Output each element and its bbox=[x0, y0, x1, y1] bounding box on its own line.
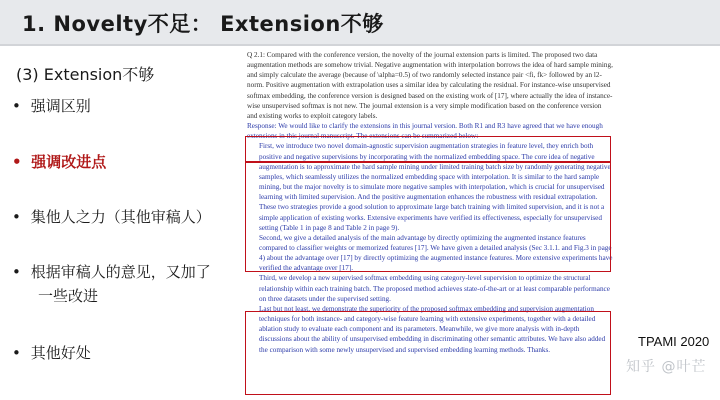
bullet-text: 强调改进点 bbox=[31, 153, 107, 171]
bullet-text: 集他人之力（其他审稿人） bbox=[30, 208, 211, 226]
bullet-dot-icon: • bbox=[12, 263, 21, 281]
bullet-item bbox=[12, 260, 211, 308]
response-paragraph-2: Second, we give a detailed analysis of the main advantage by directly optimizing the augmented instance features compared to classifier weights or memorized features [17]. We have given a detailed analysis (Sec 3.1.1. and Fig.3 in page 4) about the advantage over [17] by directly optimizing the augmented instance features. More extensive experiments have verified the advantage over [17]. bbox=[259, 233, 613, 273]
bullet-dot-icon: • bbox=[12, 344, 21, 362]
bullet-dot-icon: • bbox=[12, 153, 22, 171]
bullet-dot-icon: • bbox=[12, 97, 21, 115]
highlight-box-other-benefits bbox=[245, 311, 611, 395]
citation-label: TPAMI 2020 bbox=[638, 334, 710, 349]
response-paragraph-4: Last but not least, we demonstrate the superiority of the proposed softmax embedding and supervision augmentation techniques for both instance- and category-wise feature learning with extensive experiments, together with a detailed ablation study to evaluate each component and its parameters. Meanwhile, we give more analysis with in-depth discussions about the ability of unsupervised embedding in discriminating other semantic attributes. We have also added the comparison with some newly unsupervised and supervised embedding learning methods. Thanks. bbox=[259, 304, 606, 354]
highlight-box-response bbox=[245, 136, 611, 162]
bullet-text: 根据审稿人的意见，又加了 bbox=[30, 263, 211, 281]
reviewer-question: Q 2.1: Compared with the conference version, the novelty of the journal extension parts is limited. The proposed two data augmentation methods are somehow trivial. Negative augmentation with interpolation borrows the idea of hard sample mining, and simply calculate the average (because of \alpha=0.5) of two randomly selected instance pair <fi, fk> followed by an l2-norm. Positive augmentation with extrapolation uses a similar idea by calculating the residual. For instance-wise unsupervised softmax embedding, the conference version is designed based on the existing work of [17], where actually the idea of instance-wise unsupervised softmax is not new. The journal extension is a very simple modification based on the conference version and existing works to exploit category labels. bbox=[247, 51, 613, 120]
bullet-item bbox=[12, 205, 211, 229]
slide-title: 1. Novelty不足： Extension不够 bbox=[22, 12, 384, 36]
bullet-item-highlighted bbox=[12, 150, 106, 174]
highlight-box-improvements bbox=[245, 162, 611, 272]
section-subheading: (3) Extension不够 bbox=[16, 65, 155, 84]
response-intro: Response: We would like to clarify the extensions in this journal version. Both R1 and R3 have agreed that we have enough extensions in this journal manuscript. The extensions can be summarized below: bbox=[247, 122, 603, 141]
response-paragraph-3: Third, we develop a new supervised softmax embedding using category-level supervision to optimize the structural relationship within each training batch. The proposed method achieves state-of-the-art or at least comparable performance on three datasets under the supervised setting. bbox=[259, 274, 610, 303]
bullet-text-continuation: 一些改进 bbox=[38, 287, 99, 305]
bullet-item bbox=[12, 94, 91, 118]
slide-title-bar bbox=[0, 0, 720, 44]
response-paragraph-1: First, we introduce two novel domain-agnostic supervision augmentation strategies in feature level, they enrich both positive and negative supervisions by incorporating with the normalized embedding space. The core idea of negative augmentation is to approximate the hard sample mining under limited training batch size by randomly generating negative samples, which seamlessly utilizes the normalized embedding space with interpolation. It is similar to the hard sample mining, but the major novelty is to simulate more negative samples with interpolation, which is crucial for unsupervised learning with limited supervision. And the positive augmentation enhances the robustness with residual extrapolation. These two strategies provide a good solution to approximate large batch training with limited supervision, and it is not a simple application of existing works. Extensive experiments have verified its effectiveness, especially for unsupervised setting (Table 1 in page 8 and Table 2 in page 9). bbox=[259, 142, 611, 232]
watermark: 知乎 @叶芒 bbox=[626, 359, 707, 375]
bullet-dot-icon: • bbox=[12, 208, 21, 226]
bullet-text: 其他好处 bbox=[30, 344, 91, 362]
bullet-item bbox=[12, 341, 91, 365]
title-divider bbox=[0, 44, 720, 46]
bullet-text: 强调区别 bbox=[30, 97, 91, 115]
